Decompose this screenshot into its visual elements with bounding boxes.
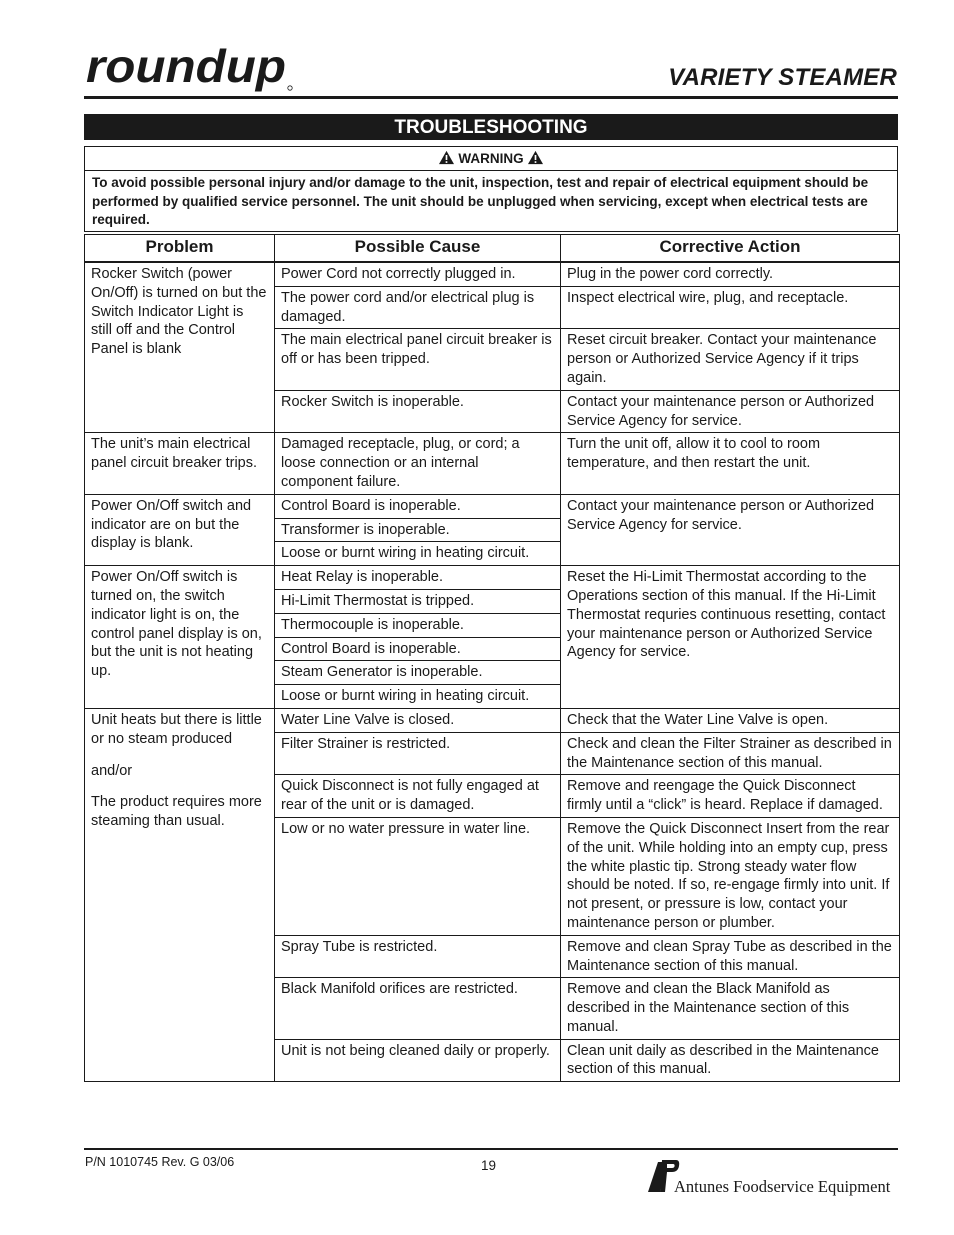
action-cell: Remove and clean Spray Tube as described in the Maintenance section of this manual. (561, 935, 900, 978)
cause-cell: Loose or burnt wiring in heating circuit. (275, 542, 561, 566)
problem-cell (85, 566, 275, 709)
cause-cell: Transformer is inoperable. (275, 518, 561, 542)
action-cell: Reset the Hi-Limit Thermostat according to the Operations section of this manual. If the Hi-Limit Thermostat requries continuous resetting, contact your maintenance person or Authorized Service Agency for service. (561, 566, 900, 709)
table-row (85, 566, 900, 590)
table-row (85, 494, 900, 518)
cause-cell: Spray Tube is restricted. (275, 935, 561, 978)
footer-rule (84, 1148, 898, 1150)
cause-cell: Filter Strainer is restricted. (275, 732, 561, 775)
table-row (85, 433, 900, 494)
warning-text: To avoid possible personal injury and/or damage to the unit, inspection, test and repair of electrical equipment should be performed by qualified service personnel. The unit should be unplugged when servicing, except when electrical tests are required. (92, 175, 869, 227)
cause-cell: Steam Generator is inoperable. (275, 661, 561, 685)
cause-cell: Power Cord not correctly plugged in. (275, 262, 561, 286)
problem-text: The unit’s main electrical panel circuit breaker trips. (91, 436, 258, 472)
column-header-problem: Problem (85, 235, 275, 263)
cause-cell: Low or no water pressure in water line. (275, 817, 561, 935)
problem-text: Rocker Switch (power On/Off) is turned on but the Switch Indicator Light is still off and the Control Panel is blank (91, 266, 267, 358)
action-cell: Reset circuit breaker. Contact your maintenance person or Authorized Service Agency if it trips again. (561, 329, 900, 390)
problem-text: Power On/Off switch is turned on, the switch indicator light is on, the control panel display is on, but the unit is not heating up. (91, 569, 262, 680)
cause-cell: Damaged receptacle, plug, or cord; a loose connection or an internal component failure. (275, 433, 561, 494)
header-rule (84, 96, 898, 99)
page-number: 19 (481, 1158, 497, 1173)
action-cell: Remove the Quick Disconnect Insert from the rear of the unit. While holding into an empty cup, press the white plastic tip. Strong steady water flow should be noted. If so, re-engage firmly into unit. If not present, or pressure is low, contact your maintenance person or plumber. (561, 817, 900, 935)
cause-cell: Control Board is inoperable. (275, 494, 561, 518)
problem-text: and/or (91, 762, 133, 779)
action-cell: Clean unit daily as described in the Maintenance section of this manual. (561, 1039, 900, 1082)
action-cell: Remove and reengage the Quick Disconnect firmly until a “click” is heard. Replace if damaged. (561, 775, 900, 818)
cause-cell: Water Line Valve is closed. (275, 708, 561, 732)
action-cell: Contact your maintenance person or Authorized Service Agency for service. (561, 390, 900, 433)
problem-cell (85, 708, 275, 1081)
action-cell: Plug in the power cord correctly. (561, 262, 900, 286)
action-cell: Turn the unit off, allow it to cool to room temperature, and then restart the unit. (561, 433, 900, 494)
cause-cell: Thermocouple is inoperable. (275, 613, 561, 637)
problem-text: The product requires more steaming than usual. (91, 794, 262, 830)
action-cell: Remove and clean the Black Manifold as described in the Maintenance section of this manual. (561, 978, 900, 1039)
warning-label: WARNING (458, 151, 524, 166)
roundup-logo (84, 44, 316, 92)
problem-text: Unit heats but there is little or no steam produced (91, 711, 262, 747)
cause-cell: The power cord and/or electrical plug is damaged. (275, 286, 561, 329)
action-cell: Check and clean the Filter Strainer as described in the Maintenance section of this manual. (561, 732, 900, 775)
action-cell: Contact your maintenance person or Authorized Service Agency for service. (561, 494, 900, 565)
warning-header (85, 147, 897, 171)
cause-cell: Hi-Limit Thermostat is tripped. (275, 589, 561, 613)
manufacturer-logo (646, 1156, 898, 1198)
problem-cell (85, 262, 275, 433)
problem-text: Power On/Off switch and indicator are on but the display is blank. (91, 497, 252, 552)
problem-cell (85, 494, 275, 565)
logo-wordmark: roundup (86, 44, 286, 92)
cause-cell: Quick Disconnect is not fully engaged at rear of the unit or is damaged. (275, 775, 561, 818)
cause-cell: Black Manifold orifices are restricted. (275, 978, 561, 1039)
warning-box (84, 146, 898, 232)
problem-cell (85, 433, 275, 494)
column-header-corrective-action: Corrective Action (561, 235, 900, 263)
section-title: TROUBLESHOOTING (84, 114, 898, 140)
cause-cell: Loose or burnt wiring in heating circuit. (275, 685, 561, 709)
cause-cell: Rocker Switch is inoperable. (275, 390, 561, 433)
cause-cell: Control Board is inoperable. (275, 637, 561, 661)
troubleshooting-table (84, 234, 900, 1082)
table-row (85, 262, 900, 286)
cause-cell: Heat Relay is inoperable. (275, 566, 561, 590)
part-number: P/N 1010745 Rev. G 03/06 (85, 1155, 235, 1169)
column-header-possible-cause: Possible Cause (275, 235, 561, 263)
table-header-row (85, 235, 900, 263)
document-title: VARIETY STEAMER (668, 64, 897, 91)
cause-cell: The main electrical panel circuit breaker is off or has been tripped. (275, 329, 561, 390)
manufacturer-name: Antunes Foodservice Equipment (674, 1177, 891, 1196)
warning-triangle-icon (527, 150, 544, 165)
action-cell: Inspect electrical wire, plug, and receptacle. (561, 286, 900, 329)
cause-cell: Unit is not being cleaned daily or properly. (275, 1039, 561, 1082)
action-cell: Check that the Water Line Valve is open. (561, 708, 900, 732)
warning-triangle-icon (438, 150, 455, 165)
table-row (85, 708, 900, 732)
